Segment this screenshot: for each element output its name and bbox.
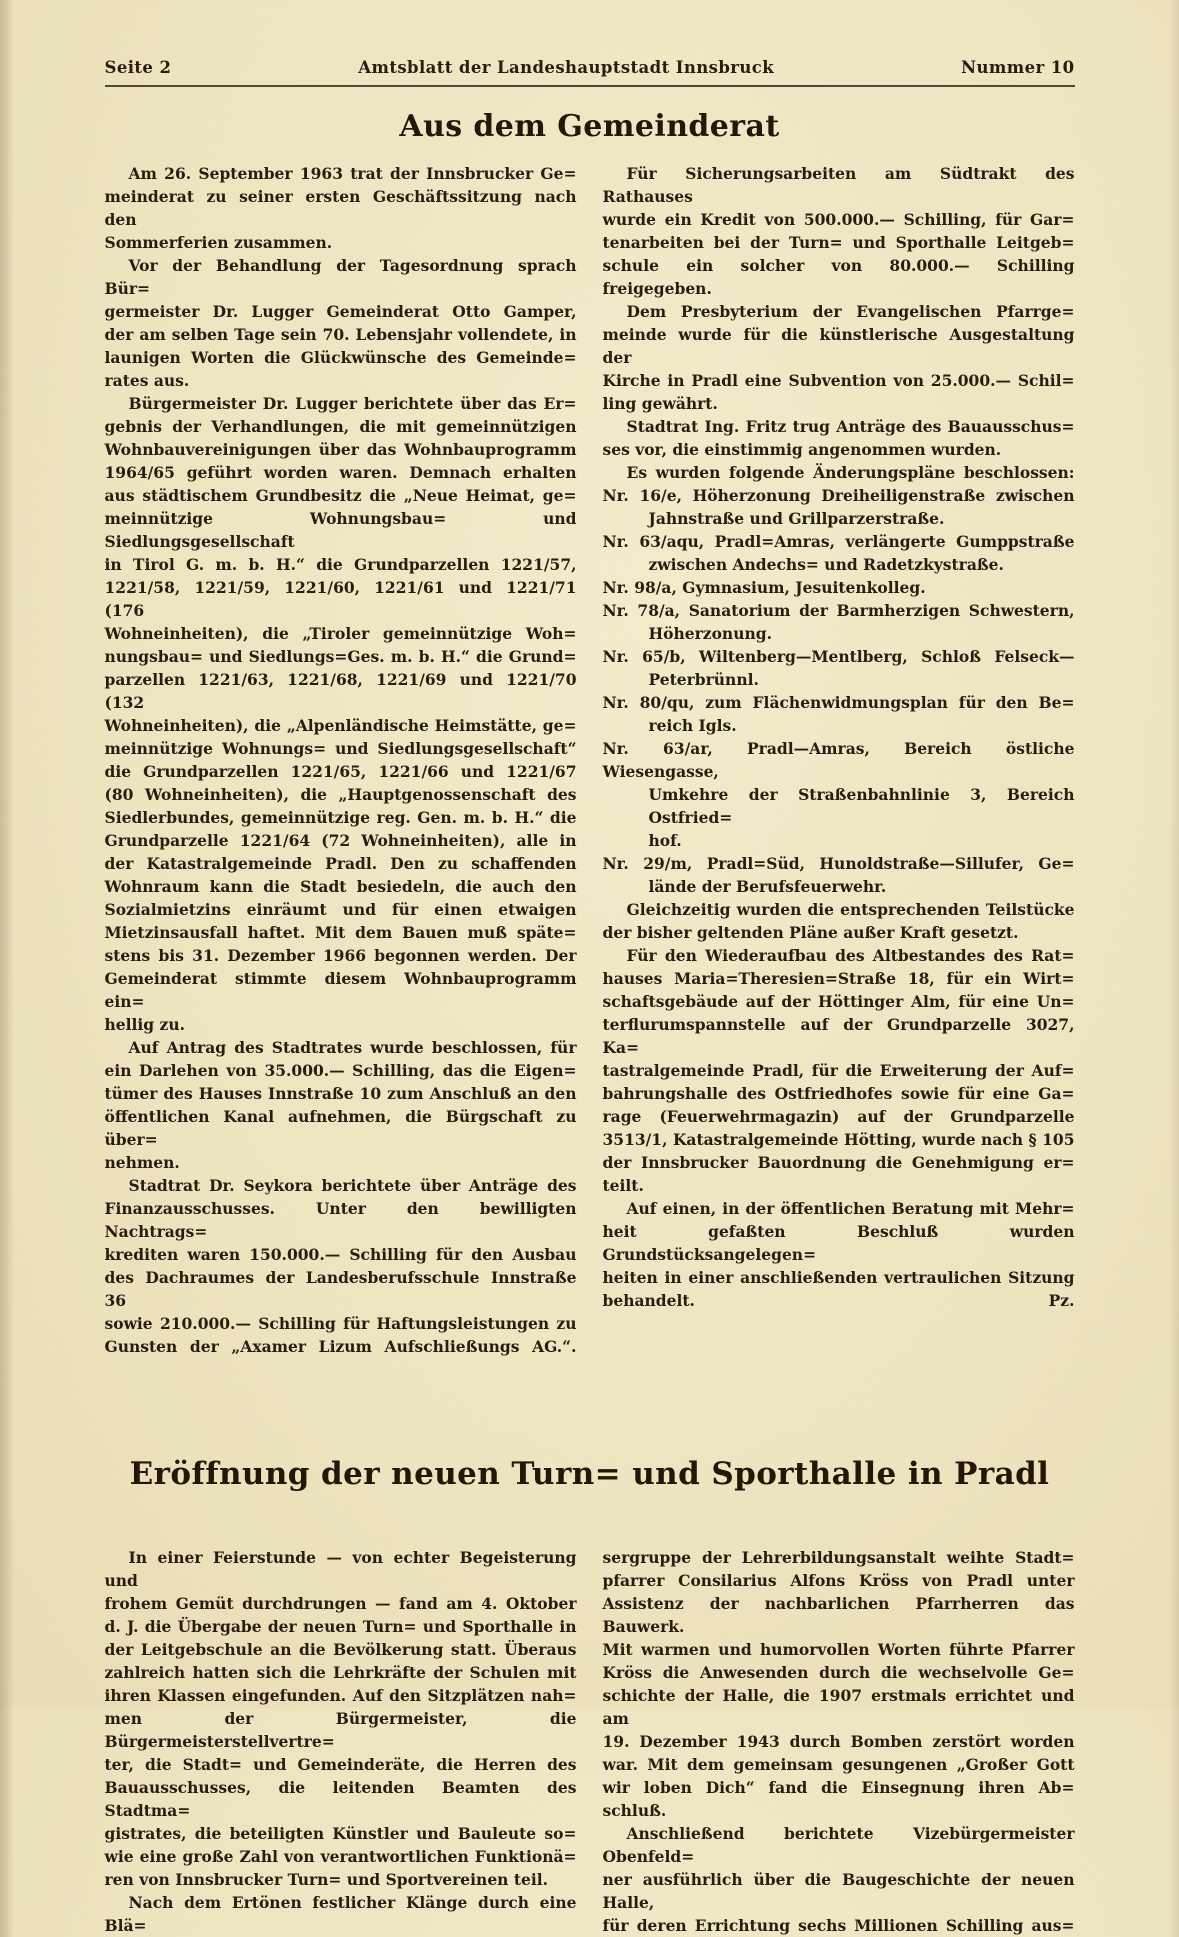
text-line: schaftsgebäude auf der Höttinger Alm, für eine Un=: [602, 992, 1075, 1011]
text-line: stens bis 31. Dezember 1966 begonnen werden. Der: [104, 946, 577, 965]
text-line: Gemeinderat stimmte diesem Wohnbauprogramm ein=: [104, 969, 577, 1011]
text-line: nungsbau= und Siedlungs=Ges. m. b. H.“ die Grund=: [104, 647, 577, 666]
author-initials: Pz.: [1048, 1291, 1075, 1310]
text-line: pfarrer Consilarius Alfons Kröss von Pradl unter: [602, 1571, 1075, 1590]
text-line: In einer Feierstunde — von echter Begeisterung und: [104, 1548, 577, 1590]
article-sporthalle-body: [105, 1546, 1075, 1937]
text-line: Nr. 16/e, Höherzonung Dreiheiligenstraße zwischen: [602, 486, 1075, 505]
text-line: sergruppe der Lehrerbildungsanstalt weihte Stadt=: [602, 1548, 1075, 1567]
text-line: ling gewährt.: [602, 394, 718, 413]
sporthalle-left-column: [105, 1546, 577, 1937]
text-line: 1221/58, 1221/59, 1221/60, 1221/61 und 1221/71 (176: [104, 578, 577, 620]
text-line: meinde wurde für die künstlerische Ausgestaltung der: [602, 325, 1075, 367]
text-line: wie eine große Zahl von verantwortlichen Funktionä=: [104, 1847, 577, 1866]
text-line: tenarbeiten bei der Turn= und Sporthalle Leitgeb=: [602, 233, 1075, 252]
header-rule: [105, 85, 1075, 87]
text-line: tümer des Hauses Innstraße 10 zum Anschluß an den: [104, 1084, 577, 1103]
text-line: reich Igls.: [648, 716, 737, 735]
text-line: rates aus.: [104, 371, 190, 390]
text-line: Am 26. September 1963 trat der Innsbrucker Ge=: [128, 164, 577, 183]
text-line: gistrates, die beteiligten Künstler und Bauleute so=: [104, 1824, 577, 1843]
text-line: sowie 210.000.— Schilling für Haftungsleistungen zu: [104, 1314, 577, 1333]
text-line: Dem Presbyterium der Evangelischen Pfarrge=: [626, 302, 1075, 321]
gemeinderat-left-column: [105, 162, 577, 1358]
text-line: [603, 1289, 1075, 1312]
text-line: gebnis der Verhandlungen, die mit gemeinnützigen: [104, 417, 577, 436]
text-line: ren von Innsbrucker Turn= und Sportvereinen teil.: [104, 1870, 549, 1889]
text-line: ner ausführlich über die Baugeschichte der neuen Halle,: [602, 1870, 1075, 1912]
text-line: Anschließend berichtete Vizebürgermeister Obenfeld=: [602, 1824, 1075, 1866]
text-line: 19. Dezember 1943 durch Bomben zerstört worden: [602, 1732, 1075, 1751]
text-line: Höherzonung.: [648, 624, 772, 643]
text-line: Nach dem Ertönen festlicher Klänge durch eine Blä=: [104, 1893, 577, 1935]
text-line: Umkehre der Straßenbahnlinie 3, Bereich Ostfried=: [648, 785, 1075, 827]
text-line: zahlreich hatten sich die Lehrkräfte der Schulen mit: [104, 1663, 577, 1682]
text-line: hellig zu.: [104, 1015, 185, 1034]
text-line: Grundparzelle 1221/64 (72 Wohneinheiten), alle in: [104, 831, 577, 850]
issue-number-label: Nummer 10: [961, 58, 1075, 77]
text-line: meinderat zu seiner ersten Geschäftssitzung nach den: [104, 187, 577, 229]
text-line: aus städtischem Grundbesitz die „Neue Heimat, ge=: [104, 486, 577, 505]
text-line: heit gefaßten Beschluß wurden Grundstücksangelegen=: [602, 1222, 1075, 1264]
text-line: schule ein solcher von 80.000.— Schilling freigegeben.: [602, 256, 1075, 298]
text-line: Es wurden folgende Änderungspläne beschlossen:: [626, 463, 1075, 482]
text-line: germeister Dr. Lugger Gemeinderat Otto Gamper,: [104, 302, 577, 321]
text-line: Mietzinsausfall haftet. Mit dem Bauen muß späte=: [104, 923, 577, 942]
text-line: men der Bürgermeister, die Bürgermeisterstellvertre=: [104, 1709, 577, 1751]
text-line: Auf einen, in der öffentlichen Beratung mit Mehr=: [626, 1199, 1075, 1218]
text-line: Gleichzeitig wurden die entsprechenden Teilstücke: [626, 900, 1075, 919]
text-line: parzellen 1221/63, 1221/68, 1221/69 und 1221/70 (132: [104, 670, 577, 712]
text-line: Peterbrünnl.: [648, 670, 759, 689]
page-number-label: Seite 2: [104, 58, 172, 77]
text-line: ein Darlehen von 35.000.— Schilling, das die Eigen=: [104, 1061, 577, 1080]
text-line: Finanzausschusses. Unter den bewilligten Nachtrags=: [104, 1199, 577, 1241]
text-line: Nr. 63/aqu, Pradl=Amras, verlängerte Gumppstraße: [602, 532, 1075, 551]
text-line: hauses Maria=Theresien=Straße 18, für ein Wirt=: [602, 969, 1075, 988]
text-line: bahrungshalle des Ostfriedhofes sowie für eine Ga=: [602, 1084, 1075, 1103]
text-line: Wohneinheiten), die „Alpenländische Heimstätte, ge=: [104, 716, 577, 735]
article-gemeinderat-title: Aus dem Gemeinderat: [399, 109, 780, 144]
text-line: Kröss die Anwesenden durch die wechselvolle Ge=: [602, 1663, 1075, 1682]
text-line: hof.: [648, 831, 682, 850]
text-line: (80 Wohneinheiten), die „Hauptgenossenschaft des: [104, 785, 577, 804]
text-line: Wohnraum kann die Stadt besiedeln, die auch den: [104, 877, 577, 896]
text-line: Siedlerbundes, gemeinnützige reg. Gen. m. b. H.“ die: [104, 808, 577, 827]
text-line: teilt.: [602, 1176, 644, 1195]
text-line: ses vor, die einstimmig angenommen wurden.: [602, 440, 1002, 459]
text-line: Nr. 65/b, Wiltenberg—Mentlberg, Schloß Felseck—: [602, 647, 1075, 666]
text-line: in Tirol G. m. b. H.“ die Grundparzellen 1221/57,: [104, 555, 577, 574]
text-line: Wohnbauvereinigungen über das Wohnbauprogramm: [104, 440, 577, 459]
text-line: tastralgemeinde Pradl, für die Erweiterung der Auf=: [602, 1061, 1075, 1080]
text-line: Bürgermeister Dr. Lugger berichtete über das Er=: [128, 394, 577, 413]
text-line: ihren Klassen eingefunden. Auf den Sitzplätzen nah=: [104, 1686, 577, 1705]
text-line: der Innsbrucker Bauordnung die Genehmigung er=: [602, 1153, 1075, 1172]
text-line: öffentlichen Kanal aufnehmen, die Bürgschaft zu über=: [104, 1107, 577, 1149]
text-line: zwischen Andechs= und Radetzkystraße.: [648, 555, 1004, 574]
text-line: rage (Feuerwehrmagazin) auf der Grundparzelle: [602, 1107, 1075, 1126]
sporthalle-right-column: [603, 1546, 1075, 1937]
text-line: der Leitgebschule an die Bevölkerung statt. Überaus: [104, 1640, 577, 1659]
page-header: [105, 58, 1075, 77]
text-line: der bisher geltenden Pläne außer Kraft gesetzt.: [602, 923, 1019, 942]
text-line: wurde ein Kredit von 500.000.— Schilling, für Gar=: [602, 210, 1075, 229]
article-sporthalle-title: Eröffnung der neuen Turn= und Sporthalle in Pradl: [129, 1456, 1050, 1492]
text-line: 3513/1, Katastralgemeinde Hötting, wurde nach § 105: [602, 1130, 1075, 1149]
text-line: Vor der Behandlung der Tagesordnung sprach Bür=: [104, 256, 577, 298]
text-line: des Dachraumes der Landesberufsschule Innstraße 36: [104, 1268, 577, 1310]
text-line: Für den Wiederaufbau des Altbestandes des Rat=: [626, 946, 1075, 965]
text-line: der am selben Tage sein 70. Lebensjahr vollendete, in: [104, 325, 577, 344]
text-line: Für Sicherungsarbeiten am Südtrakt des Rathauses: [602, 164, 1075, 206]
text-line: Bauausschusses, die leitenden Beamten des Stadtma=: [104, 1778, 577, 1820]
text-line: Kirche in Pradl eine Subvention von 25.000.— Schil=: [602, 371, 1075, 390]
text-line: Jahnstraße und Grillparzerstraße.: [648, 509, 945, 528]
masthead-title: Amtsblatt der Landeshauptstadt Innsbruck: [358, 58, 775, 77]
text-line: nehmen.: [104, 1153, 180, 1172]
gemeinderat-right-column: [603, 162, 1075, 1358]
text-line: frohem Gemüt durchdrungen — fand am 4. Oktober: [104, 1594, 577, 1613]
text-line: d. J. die Übergabe der neuen Turn= und Sporthalle in: [104, 1617, 577, 1636]
text-line: heiten in einer anschließenden vertraulichen Sitzung: [602, 1268, 1075, 1287]
text-line: Assistenz der nachbarlichen Pfarrherren das Bauwerk.: [602, 1594, 1075, 1636]
text-line: war. Mit dem gemeinsam gesungenen „Großer Gott: [602, 1755, 1075, 1774]
text-line: Mit warmen und humorvollen Worten führte Pfarrer: [602, 1640, 1075, 1659]
text-line: Wohneinheiten), die „Tiroler gemeinnützige Woh=: [104, 624, 577, 643]
text-line: Nr. 98/a, Gymnasium, Jesuitenkolleg.: [602, 578, 926, 597]
text-line: launigen Worten die Glückwünsche des Gemeinde=: [104, 348, 577, 367]
text-line: meinnützige Wohnungs= und Siedlungsgesellschaft“: [104, 739, 577, 758]
text-line: Auf Antrag des Stadtrates wurde beschlossen, für: [128, 1038, 577, 1057]
text-line: Nr. 80/qu, zum Flächenwidmungsplan für den Be=: [602, 693, 1075, 712]
text-line: Gunsten der „Axamer Lizum Aufschließungs AG.“.: [104, 1337, 577, 1356]
text-line: meinnützige Wohnungsbau= und Siedlungsgesellschaft: [104, 509, 577, 551]
article-gemeinderat-body: [105, 162, 1075, 1358]
page-content: [105, 0, 1075, 1937]
text-line: 1964/65 geführt worden waren. Demnach erhalten: [104, 463, 577, 482]
text-line: Stadtrat Dr. Seykora berichtete über Anträge des: [128, 1176, 577, 1195]
text-line: schichte der Halle, die 1907 erstmals errichtet und am: [602, 1686, 1075, 1728]
text-line: Sommerferien zusammen.: [104, 233, 333, 252]
text-line: für deren Errichtung sechs Millionen Schilling aus=: [602, 1916, 1075, 1935]
text-line: Sozialmietzins einräumt und für einen etwaigen: [104, 900, 577, 919]
text-line: Nr. 63/ar, Pradl—Amras, Bereich östliche Wiesengasse,: [602, 739, 1075, 781]
text-line: Stadtrat Ing. Fritz trug Anträge des Bauausschus=: [626, 417, 1075, 436]
text-line: schluß.: [602, 1801, 667, 1820]
text-line: Nr. 78/a, Sanatorium der Barmherzigen Schwestern,: [602, 601, 1075, 620]
text-line: lände der Berufsfeuerwehr.: [648, 877, 887, 896]
text-line: ter, die Stadt= und Gemeinderäte, die Herren des: [104, 1755, 577, 1774]
text-line: wir loben Dich“ fand die Einsegnung ihren Ab=: [602, 1778, 1075, 1797]
text-line: die Grundparzellen 1221/65, 1221/66 und 1221/67: [104, 762, 577, 781]
text-line: Nr. 29/m, Pradl=Süd, Hunoldstraße—Sillufer, Ge=: [602, 854, 1075, 873]
text-line: terflurumspannstelle auf der Grundparzelle 3027, Ka=: [602, 1015, 1075, 1057]
text-line: der Katastralgemeinde Pradl. Den zu schaffenden: [104, 854, 577, 873]
text-line: krediten waren 150.000.— Schilling für den Ausbau: [104, 1245, 577, 1264]
text-line-content: behandelt.: [602, 1291, 695, 1310]
